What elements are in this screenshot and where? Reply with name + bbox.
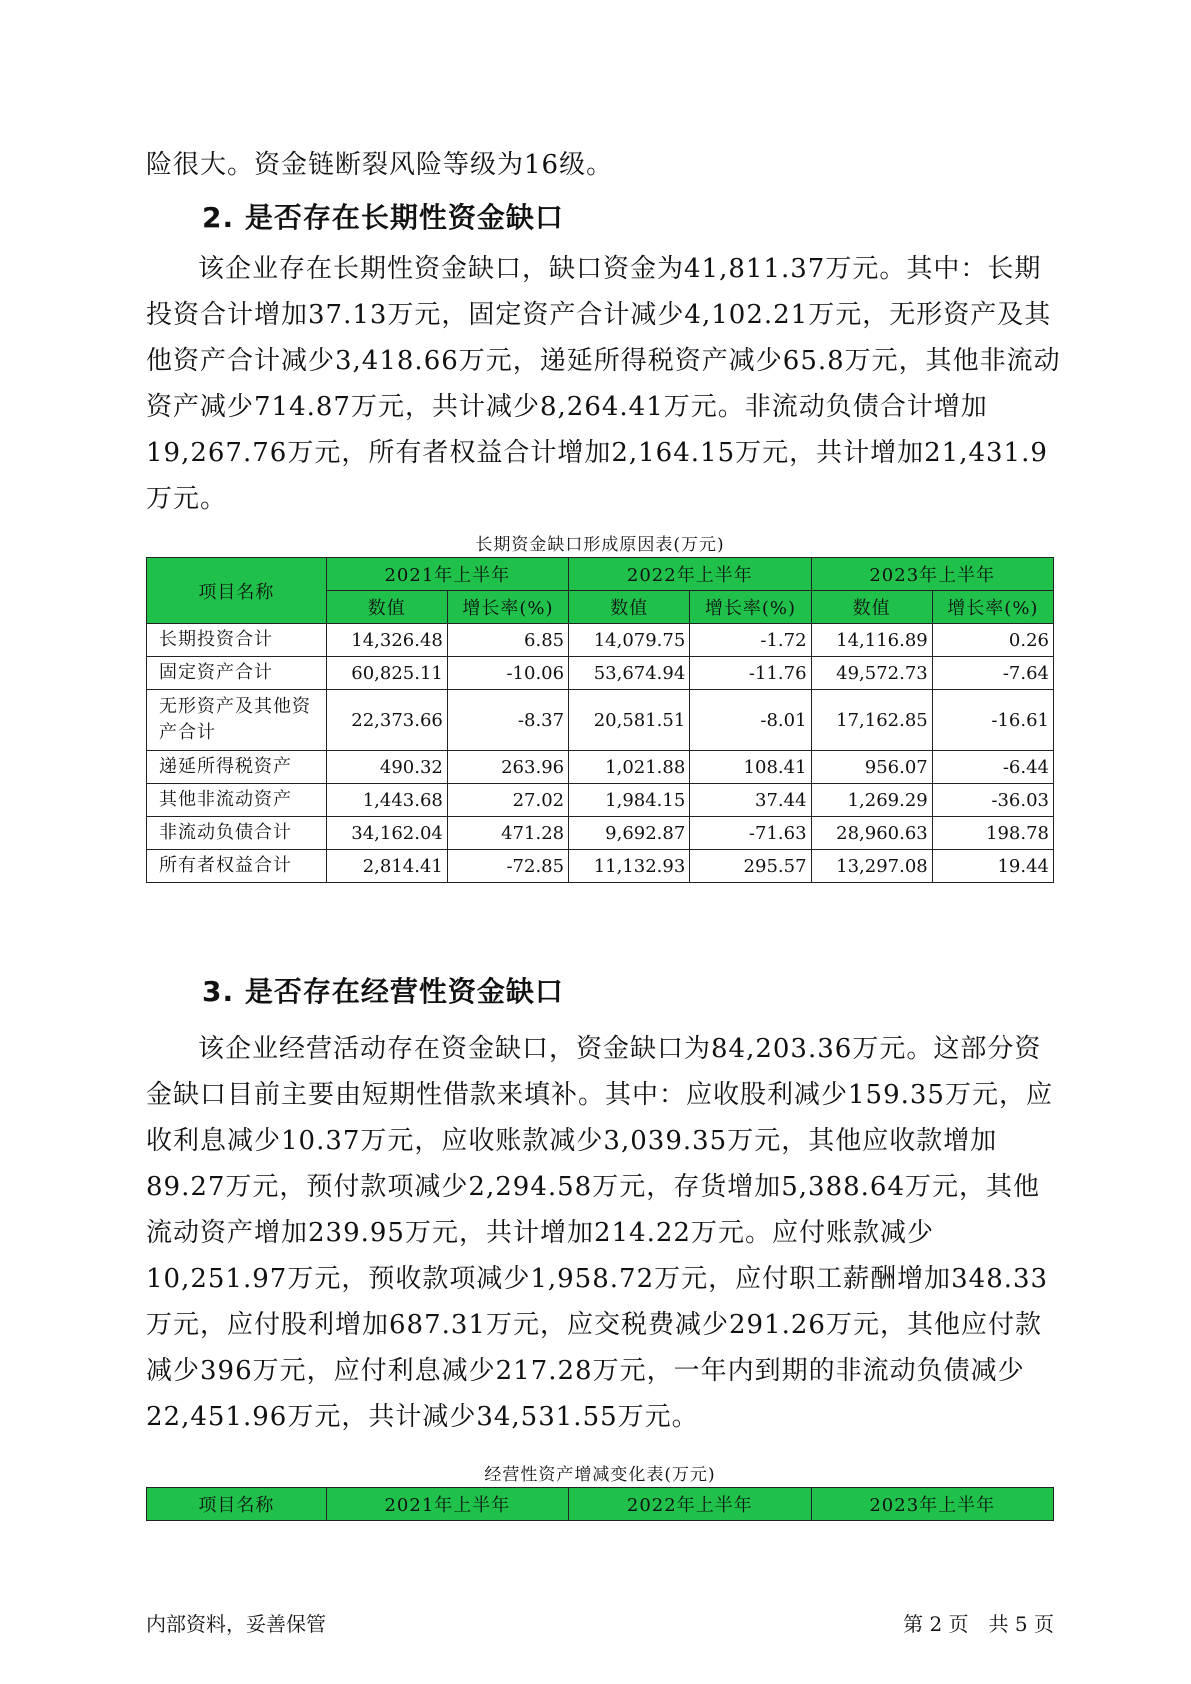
- table-row: [147, 657, 1054, 690]
- table-row: [147, 850, 1054, 883]
- cell-rate: 0.26: [932, 624, 1053, 657]
- subheader-rate: 增长率(%): [932, 591, 1053, 624]
- long-term-gap-table: [146, 557, 1054, 883]
- cell-value: 22,373.66: [326, 690, 447, 751]
- period-header: 2022年上半年: [569, 1488, 811, 1521]
- cell-value: 49,572.73: [811, 657, 932, 690]
- cell-value: 14,079.75: [569, 624, 690, 657]
- cell-value: 11,132.93: [569, 850, 690, 883]
- column-header-item: 项目名称: [147, 558, 327, 624]
- cell-rate: 37.44: [690, 784, 811, 817]
- section-3-body: 该企业经营活动存在资金缺口，资金缺口为84,203.36万元。这部分资金缺口目前主要由短期性借款来填补。其中：应收股利减少159.35万元，应收利息减少10.37万元，应收账款减少3,039.35万元，其他应收款增加89.27万元，预付款项减少2,294.58万元，存货增加5,388.64万元，其他流动资产增加239.95万元，共计增加214.22万元。应付账款减少10,251.97万元，预收款项减少1,958.72万元，应付职工薪酬增加348.33万元，应付股利增加687.31万元，应交税费减少291.26万元，其他应付款减少396万元，应付利息减少217.28万元，一年内到期的非流动负债减少22,451.96万元，共计减少34,531.55万元。: [146, 1034, 1053, 1432]
- row-label: 长期投资合计: [147, 624, 327, 657]
- section-2-heading: 2. 是否存在长期性资金缺口: [202, 201, 564, 234]
- cell-value: 53,674.94: [569, 657, 690, 690]
- cell-rate: -8.37: [447, 690, 568, 751]
- cell-value: 13,297.08: [811, 850, 932, 883]
- cell-rate: 27.02: [447, 784, 568, 817]
- period-header: 2023年上半年: [811, 558, 1053, 591]
- cell-rate: 198.78: [932, 817, 1053, 850]
- table-row: [147, 690, 1054, 751]
- cell-rate: -1.72: [690, 624, 811, 657]
- column-header-item: 项目名称: [147, 1488, 327, 1521]
- table-2-caption: 经营性资产增减变化表(万元): [484, 1465, 716, 1485]
- cell-value: 2,814.41: [326, 850, 447, 883]
- cell-value: 34,162.04: [326, 817, 447, 850]
- cell-rate: 19.44: [932, 850, 1053, 883]
- subheader-rate: 增长率(%): [690, 591, 811, 624]
- subheader-rate: 增长率(%): [447, 591, 568, 624]
- section-2-body: 该企业存在长期性资金缺口，缺口资金为41,811.37万元。其中：长期投资合计增加37.13万元，固定资产合计减少4,102.21万元，无形资产及其他资产合计减少3,418.66万元，递延所得税资产减少65.8万元，其他非流动资产减少714.87万元，共计减少8,264.41万元。非流动负债合计增加19,267.76万元，所有者权益合计增加2,164.15万元，共计增加21,431.9万元。: [146, 254, 1061, 514]
- intro-paragraph: 险很大。资金链断裂风险等级为16级。: [146, 150, 614, 180]
- row-label: 所有者权益合计: [147, 850, 327, 883]
- subheader-value: 数值: [569, 591, 690, 624]
- period-header: 2023年上半年: [811, 1488, 1053, 1521]
- cell-value: 1,984.15: [569, 784, 690, 817]
- row-label: 固定资产合计: [147, 657, 327, 690]
- footer-page-number: 第 2 页 共 5 页: [903, 1612, 1054, 1636]
- cell-rate: -72.85: [447, 850, 568, 883]
- period-header: 2021年上半年: [326, 558, 568, 591]
- table-1-caption: 长期资金缺口形成原因表(万元): [475, 535, 725, 555]
- row-label: 非流动负债合计: [147, 817, 327, 850]
- cell-rate: 295.57: [690, 850, 811, 883]
- table-row: [147, 751, 1054, 784]
- cell-rate: -7.64: [932, 657, 1053, 690]
- subheader-value: 数值: [326, 591, 447, 624]
- table-row: [147, 784, 1054, 817]
- table-row: [147, 624, 1054, 657]
- row-label: 递延所得税资产: [147, 751, 327, 784]
- period-header: 2021年上半年: [326, 1488, 568, 1521]
- cell-value: 14,116.89: [811, 624, 932, 657]
- cell-value: 60,825.11: [326, 657, 447, 690]
- operating-assets-table: [146, 1487, 1054, 1521]
- cell-rate: 263.96: [447, 751, 568, 784]
- cell-rate: -8.01: [690, 690, 811, 751]
- cell-value: 20,581.51: [569, 690, 690, 751]
- cell-rate: -16.61: [932, 690, 1053, 751]
- cell-value: 17,162.85: [811, 690, 932, 751]
- table-row: [147, 817, 1054, 850]
- footer-confidential-note: 内部资料，妥善保管: [146, 1612, 326, 1636]
- cell-value: 14,326.48: [326, 624, 447, 657]
- cell-rate: 6.85: [447, 624, 568, 657]
- row-label: 其他非流动资产: [147, 784, 327, 817]
- section-3-heading: 3. 是否存在经营性资金缺口: [202, 975, 564, 1008]
- cell-rate: 471.28: [447, 817, 568, 850]
- cell-rate: -36.03: [932, 784, 1053, 817]
- cell-value: 1,021.88: [569, 751, 690, 784]
- row-label: 无形资产及其他资产合计: [147, 690, 327, 751]
- cell-rate: -71.63: [690, 817, 811, 850]
- cell-value: 9,692.87: [569, 817, 690, 850]
- period-header: 2022年上半年: [569, 558, 811, 591]
- cell-rate: -11.76: [690, 657, 811, 690]
- cell-rate: -10.06: [447, 657, 568, 690]
- subheader-value: 数值: [811, 591, 932, 624]
- cell-value: 1,269.29: [811, 784, 932, 817]
- cell-rate: 108.41: [690, 751, 811, 784]
- cell-value: 28,960.63: [811, 817, 932, 850]
- cell-value: 956.07: [811, 751, 932, 784]
- cell-value: 490.32: [326, 751, 447, 784]
- cell-rate: -6.44: [932, 751, 1053, 784]
- cell-value: 1,443.68: [326, 784, 447, 817]
